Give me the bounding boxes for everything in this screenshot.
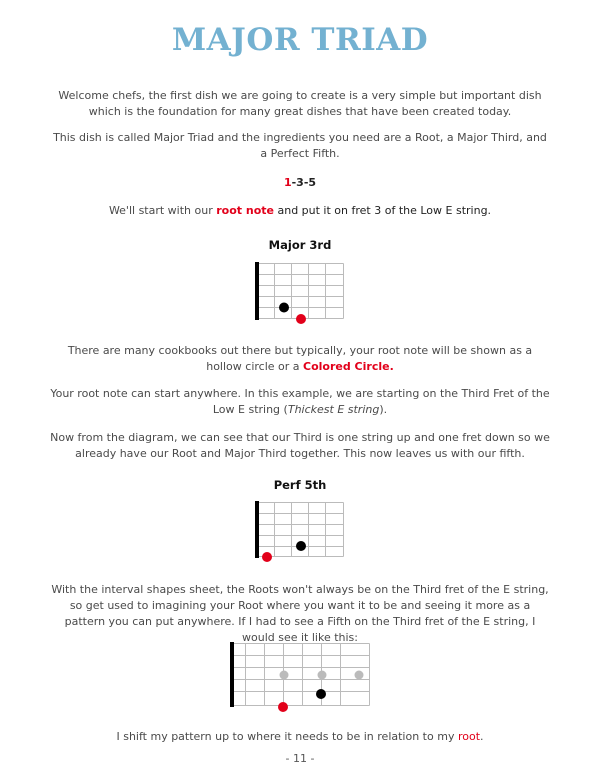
root-anywhere-paragraph: [50, 386, 550, 418]
root-highlight: root: [457, 730, 481, 743]
shift-pattern-post: .: [480, 730, 484, 743]
heading-perf-5th: Perf 5th: [273, 478, 327, 492]
root-note-post: and put it on fret 3 of the Low E string.: [273, 204, 492, 217]
root-anywhere-pre: Your root note can start anywhere. In this example, we are starting on the Third Fret of the Low E string (: [50, 387, 550, 416]
root-anywhere-post: ).: [379, 403, 388, 416]
ingredients-paragraph: This dish is called Major Triad and the ingredients you need are a Root, a Major Third, and a Perfect Fifth.: [53, 131, 547, 160]
root-dot: [296, 314, 306, 324]
marker-dot: [280, 671, 289, 680]
interval-shapes-paragraph: With the interval shapes sheet, the Roots won't always be on the Third fret of the E string, so get used to imagining your Root where you want it to be and seeing it more as a pattern you can put anywhere. If I had to see a Fifth on the Third fret of the E string, I would see it like this:: [51, 583, 549, 644]
fretboard-perf-5th: [254, 501, 349, 564]
marker-dot: [318, 671, 327, 680]
thickest-string-note: Thickest E string: [287, 403, 380, 416]
marker-dot: [355, 671, 364, 680]
root-dot: [262, 552, 272, 562]
shift-pattern-paragraph: [50, 729, 550, 745]
diagram-explanation-paragraph: Now from the diagram, we can see that our Third is one string up and one fret down so we already have our Root and Major Third together. This now leaves us with our fifth.: [50, 431, 550, 460]
fifth-dot: [296, 541, 306, 551]
third-dot: [279, 303, 289, 313]
fretboard-major-3rd: [254, 262, 349, 324]
root-note-pre: We'll start with our: [108, 204, 217, 217]
fifth-dot: [316, 689, 326, 699]
fretboard-pattern: [229, 642, 374, 714]
cookbooks-paragraph: [50, 343, 550, 375]
page-title: MAJOR TRIAD: [171, 22, 429, 58]
shift-pattern-pre: I shift my pattern up to where it needs to be in relation to my: [116, 730, 458, 743]
cookbooks-pre: There are many cookbooks out there but typically, your root note will be shown as a hollow circle or a: [67, 344, 533, 373]
root-note-highlight: root note: [216, 204, 274, 217]
interval-formula: [0, 176, 600, 189]
intro-paragraph: Welcome chefs, the first dish we are going to create is a very simple but important dish which is the foundation for many great dishes that have been created today.: [58, 89, 542, 118]
root-note-paragraph: [50, 203, 550, 219]
interval-rest: -3-5: [291, 176, 317, 189]
interval-root: 1: [283, 176, 292, 189]
heading-major-3rd: Major 3rd: [268, 238, 332, 252]
page-number: - 11 -: [285, 752, 315, 765]
colored-circle-highlight: Colored Circle.: [303, 360, 394, 373]
root-dot: [278, 702, 288, 712]
